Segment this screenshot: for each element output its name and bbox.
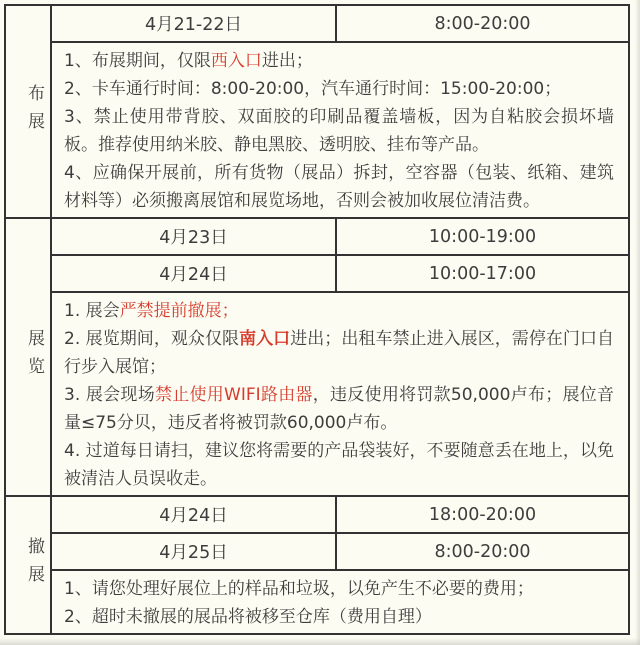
section-label-cell [6, 219, 52, 495]
rule-highlight-text: 严禁提前撤展； [119, 301, 239, 321]
rule-text: 3、禁止使用带背胶、双面胶的印刷品覆盖墙板，因为自粘胶会损坏墙板。推荐使用纳米胶、静电黑胶、透明胶、挂布等产品。 [64, 107, 614, 155]
date-cell: 4月24日 [52, 497, 337, 532]
rule-text: 2、卡车通行时间：8:00-20:00，汽车通行时间：15:00-20:00； [64, 79, 562, 99]
rule-text: ，违反使用将罚款50,000卢布；展位音量≤75分贝，违反者将被罚款60,000卢布。 [64, 385, 615, 433]
rule-item [64, 103, 614, 159]
rule-text: 4、应确保开展前，所有货物（展品）拆封，空容器（包装、纸箱、建筑材料等）必须搬离展馆和展览场地，否则会被加收展位清洁费。 [64, 163, 614, 211]
rule-item [64, 75, 614, 103]
rule-text: 1、请您处理好展位上的样品和垃圾，以免产生不必要的费用； [64, 579, 534, 599]
rule-item [64, 437, 614, 493]
rule-text: 2、超时未撤展的展品将被移至仓库（费用自理） [64, 607, 432, 627]
schedule-row [52, 497, 628, 534]
rule-highlight-text: 南入口 [239, 329, 291, 349]
section-body [52, 6, 628, 217]
schedule-row [52, 256, 628, 293]
rules-cell [52, 43, 628, 217]
rule-item [64, 47, 614, 75]
schedule-table [4, 4, 630, 635]
rule-item [64, 325, 614, 381]
rule-item [64, 297, 614, 325]
section-label: 撤展 [24, 537, 44, 593]
rule-text: 1、布展期间，仅限 [64, 51, 211, 71]
time-cell: 10:00-17:00 [428, 263, 537, 284]
table-section-teardown [6, 495, 628, 633]
date-cell: 4月21-22日 [52, 6, 337, 41]
date-cell: 4月24日 [52, 256, 337, 291]
rule-text: 进出； [261, 51, 313, 71]
rule-highlight-text: 西入口 [210, 51, 262, 71]
rule-highlight-text: 禁止使用WIFI路由器 [154, 385, 313, 405]
rule-item [64, 575, 614, 603]
time-cell: 10:00-19:00 [428, 226, 537, 247]
date-cell: 4月25日 [52, 534, 337, 569]
page-edge-shadow-right [635, 0, 640, 645]
rule-text: 进出；出租车禁止进入展区，需停在门口自行步入展馆； [64, 329, 615, 377]
schedule-row [52, 219, 628, 256]
rule-text: 2. 展览期间，观众仅限 [64, 329, 240, 349]
schedule-row [52, 6, 628, 43]
rule-item [64, 159, 614, 215]
rules-cell [52, 293, 628, 495]
time-cell: 18:00-20:00 [428, 504, 537, 525]
section-label-cell [6, 497, 52, 633]
rule-text: 3. 展会现场 [64, 385, 155, 405]
table-section-setup [6, 6, 628, 217]
section-body [52, 497, 628, 633]
rule-item [64, 603, 614, 631]
schedule-row [52, 534, 628, 571]
rules-cell [52, 571, 628, 633]
table-section-exhibition [6, 217, 628, 495]
section-label: 布展 [24, 83, 44, 140]
section-body [52, 219, 628, 495]
page-edge-shadow-bottom [0, 638, 640, 645]
rule-text: 4. 过道每日请扫，建议您将需要的产品袋装好，不要随意丢在地上，以免被清洁人员误收走。 [64, 441, 614, 489]
date-cell: 4月23日 [52, 219, 337, 254]
rule-item [64, 381, 614, 437]
section-label: 展览 [24, 329, 44, 385]
rule-text: 1. 展会 [64, 301, 120, 321]
time-cell: 8:00-20:00 [434, 541, 531, 562]
section-label-cell [6, 6, 52, 217]
time-cell: 8:00-20:00 [434, 13, 531, 34]
